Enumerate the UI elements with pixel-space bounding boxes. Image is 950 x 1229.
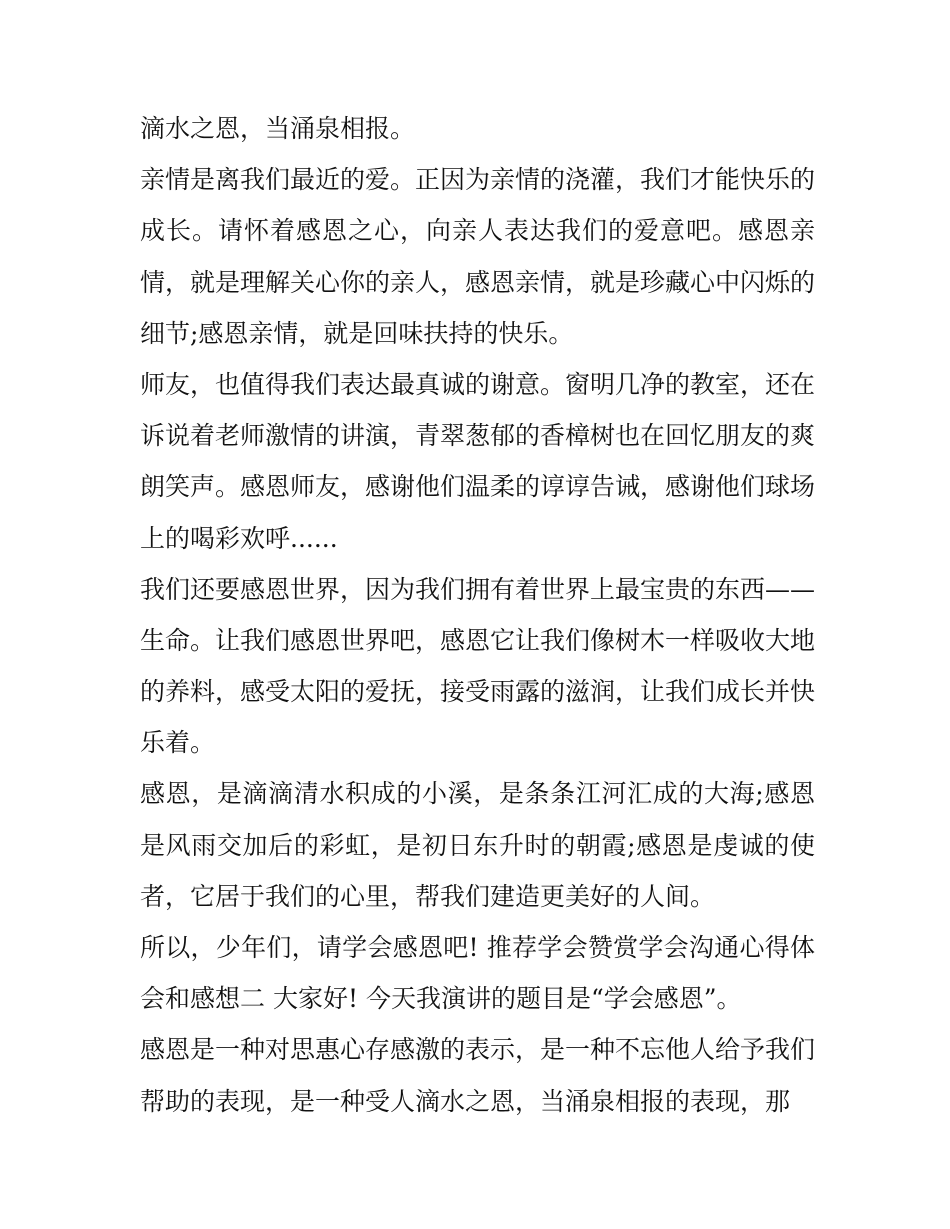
text-line: 上的喝彩欢呼...... xyxy=(140,523,338,553)
text-line: 感恩是一种对思惠心存感激的表示，是一种不忘他人给予我们 xyxy=(140,1035,816,1065)
paragraph xyxy=(140,768,815,922)
text-line: 会和感想二 大家好! 今天我演讲的题目是“学会感恩”。 xyxy=(140,984,742,1014)
text-line: 是风雨交加后的彩虹，是初日东升时的朝霞;感恩是虔诚的使 xyxy=(140,830,815,860)
text-line: 滴水之恩，当涌泉相报。 xyxy=(140,114,416,143)
text-line: 帮助的表现，是一种受人滴水之恩，当涌泉相报的表现，那 xyxy=(140,1086,791,1116)
text-line: 所以，少年们，请学会感恩吧! 推荐学会赞赏学会沟通心得体 xyxy=(140,933,815,962)
paragraph xyxy=(140,922,815,1024)
text-line: 成长。请怀着感恩之心，向亲人表达我们的爱意吧。感恩亲 xyxy=(140,216,815,246)
document-body xyxy=(140,103,815,1127)
text-line: 感恩，是滴滴清水积成的小溪，是条条江河汇成的大海;感恩 xyxy=(140,779,815,809)
paragraph xyxy=(140,154,815,359)
paragraph xyxy=(140,103,815,154)
text-line: 者，它居于我们的心里，帮我们建造更美好的人间。 xyxy=(140,881,716,911)
text-line: 诉说着老师激情的讲演，青翠葱郁的香樟树也在回忆朋友的爽 xyxy=(140,421,816,451)
text-line: 乐着。 xyxy=(140,728,216,758)
text-line: 朗笑声。感恩师友，感谢他们温柔的谆谆告诫，感谢他们球场 xyxy=(140,472,816,502)
text-line: 师友，也值得我们表达最真诚的谢意。窗明几净的教室，还在 xyxy=(140,369,816,399)
paragraph xyxy=(140,1024,815,1126)
text-line: 亲情是离我们最近的爱。正因为亲情的浇灌，我们才能快乐的 xyxy=(140,165,816,195)
text-line: 细节;感恩亲情，就是回味扶持的快乐。 xyxy=(140,318,574,348)
text-line: 情，就是理解关心你的亲人，感恩亲情，就是珍藏心中闪烁的 xyxy=(140,267,816,297)
paragraph xyxy=(140,359,815,564)
paragraph xyxy=(140,564,815,769)
text-line: 的养料，感受太阳的爱抚，接受雨露的滋润，让我们成长并快 xyxy=(140,677,816,707)
text-line: 我们还要感恩世界，因为我们拥有着世界上最宝贵的东西—— xyxy=(140,574,816,604)
text-line: 生命。让我们感恩世界吧，感恩它让我们像树木一样吸收大地 xyxy=(140,625,816,655)
